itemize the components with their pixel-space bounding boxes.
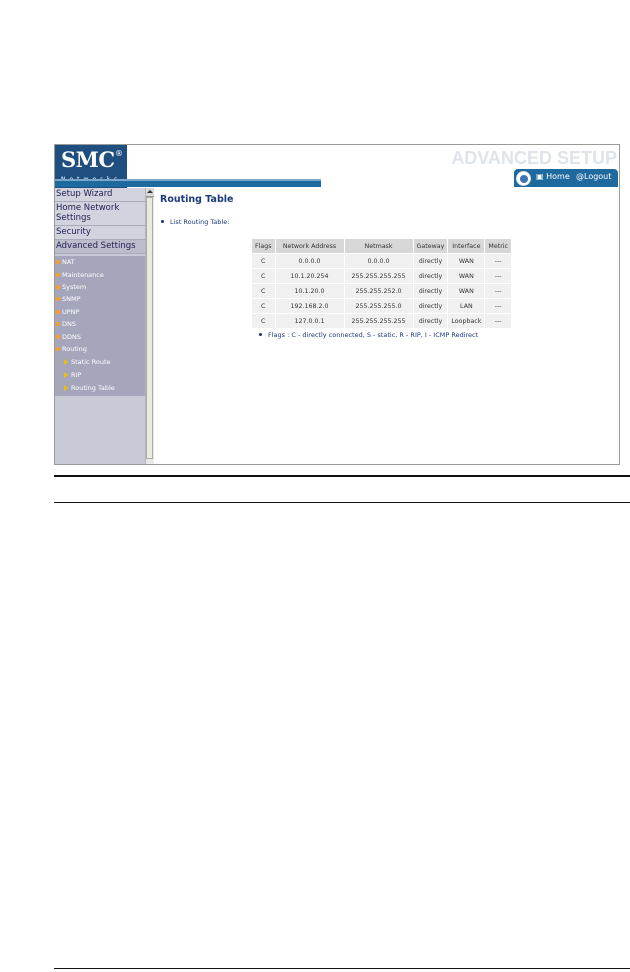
cell-interface: WAN — [448, 254, 484, 268]
cell-flags: C — [252, 284, 275, 298]
bullet-icon — [56, 310, 60, 314]
sidebar-main-menu — [55, 188, 145, 254]
cell-interface: WAN — [448, 284, 484, 298]
cell-netmask: 255.255.255.255 — [345, 269, 413, 283]
cell-flags: C — [252, 269, 275, 283]
advanced-settings-submenu: NAT Maintenance System SNMP UPNP DNS DDNS Routing Static Route RIP Routing Table — [55, 256, 145, 396]
table-row — [252, 314, 511, 328]
cell-flags: C — [252, 299, 275, 313]
col-header-metric: Metric — [485, 239, 511, 253]
triangle-icon — [64, 372, 68, 378]
cell-flags: C — [252, 254, 275, 268]
bullet-icon — [56, 335, 60, 339]
list-routing-table-label: List Routing Table: — [170, 218, 229, 226]
bullet-icon — [56, 297, 60, 301]
cell-gateway: directly — [414, 314, 448, 328]
table-row — [252, 254, 511, 268]
cell-netmask: 255.255.252.0 — [345, 284, 413, 298]
cell-interface: LAN — [448, 299, 484, 313]
home-link[interactable]: ▣ Home — [536, 172, 570, 181]
sidebar-item-security[interactable]: Security — [55, 226, 145, 240]
logo-registered-mark: ® — [115, 149, 123, 158]
table-header-row — [252, 239, 511, 253]
sidebar-item-advanced-settings[interactable]: Advanced Settings — [55, 240, 145, 254]
cell-netmask: 255.255.255.0 — [345, 299, 413, 313]
table-row — [252, 299, 511, 313]
cell-gateway: directly — [414, 284, 448, 298]
cell-network-address: 10.1.20.0 — [276, 284, 344, 298]
cell-gateway: directly — [414, 254, 448, 268]
cell-network-address: 192.168.2.0 — [276, 299, 344, 313]
cell-metric: --- — [485, 314, 511, 328]
scroll-up-icon[interactable] — [146, 188, 154, 197]
advanced-setup-title: ADVANCED SETUP — [451, 148, 617, 168]
cell-metric: --- — [485, 254, 511, 268]
table-row — [252, 284, 511, 298]
routing-table — [251, 238, 512, 329]
cell-metric: --- — [485, 299, 511, 313]
cell-interface: WAN — [448, 269, 484, 283]
cell-flags: C — [252, 314, 275, 328]
cell-gateway: directly — [414, 299, 448, 313]
bullet-icon — [56, 347, 60, 351]
page-rule-middle — [54, 502, 630, 503]
bullet-icon — [56, 285, 60, 289]
sidebar-filler — [55, 396, 145, 464]
cell-metric: --- — [485, 269, 511, 283]
bullet-icon — [56, 260, 60, 264]
page-title: Routing Table — [160, 194, 234, 205]
cell-network-address: 0.0.0.0 — [276, 254, 344, 268]
page-rule-bottom — [54, 968, 630, 969]
sidebar-item-home-network-settings[interactable]: Home Network Settings — [55, 202, 145, 226]
triangle-icon — [64, 385, 68, 391]
main-content — [154, 188, 619, 464]
col-header-flags: Flags — [252, 239, 275, 253]
top-nav-tab — [514, 169, 618, 187]
cell-netmask: 0.0.0.0 — [345, 254, 413, 268]
cell-gateway: directly — [414, 269, 448, 283]
col-header-netmask: Netmask — [345, 239, 413, 253]
flags-legend: Flags : C - directly connected, S - static, R - RIP, I - ICMP Redirect — [268, 331, 478, 339]
bullet-icon — [56, 273, 60, 277]
bullet-icon — [56, 322, 60, 326]
cell-netmask: 255.255.255.255 — [345, 314, 413, 328]
col-header-interface: Interface — [448, 239, 484, 253]
col-header-network-address: Network Address — [276, 239, 344, 253]
table-row — [252, 269, 511, 283]
sidebar — [55, 188, 145, 464]
header-divider — [55, 181, 321, 187]
col-header-gateway: Gateway — [414, 239, 448, 253]
cell-network-address: 10.1.20.254 — [276, 269, 344, 283]
cell-interface: Loopback — [448, 314, 484, 328]
page-rule-top — [54, 475, 630, 477]
logout-link[interactable]: @Logout — [576, 172, 612, 181]
cell-network-address: 127.0.0.1 — [276, 314, 344, 328]
bullet-icon — [259, 333, 262, 336]
globe-icon — [516, 171, 531, 186]
scroll-thumb[interactable] — [146, 197, 153, 459]
bullet-icon — [161, 220, 164, 223]
triangle-icon — [64, 359, 68, 365]
logo-text: SMC — [61, 147, 115, 172]
sidebar-scrollbar[interactable] — [145, 188, 154, 464]
sidebar-item-setup-wizard[interactable]: Setup Wizard — [55, 188, 145, 202]
cell-metric: --- — [485, 284, 511, 298]
header — [55, 145, 619, 188]
router-admin-screenshot — [54, 144, 620, 465]
